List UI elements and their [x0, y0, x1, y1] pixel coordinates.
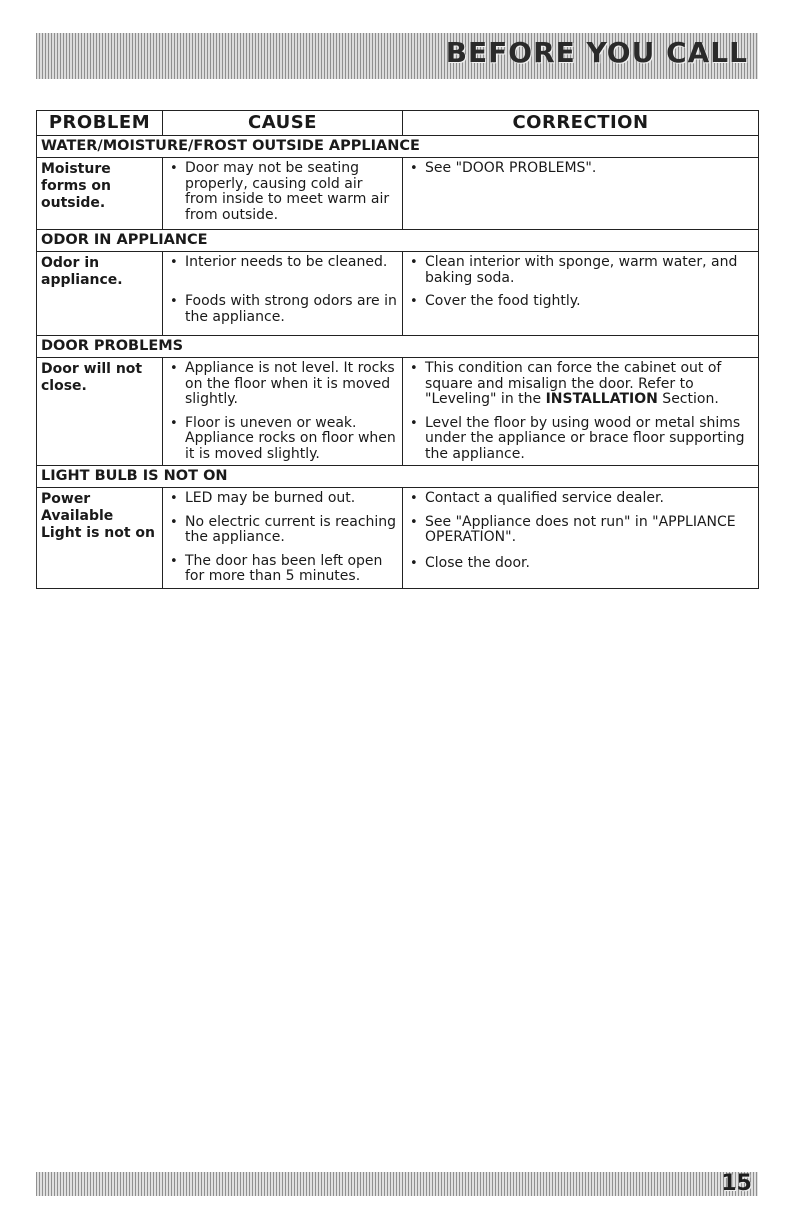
section-heading-row — [37, 336, 759, 358]
section-heading: LIGHT BULB IS NOT ON — [37, 466, 759, 488]
correction-cell — [403, 158, 759, 230]
cause-item: • Interior needs to be cleaned. — [169, 255, 398, 286]
page-number: 15 — [721, 1171, 752, 1196]
correction-item: • Clean interior with sponge, warm water, and baking soda. — [409, 255, 754, 286]
correction-item: • See "DOOR PROBLEMS". — [409, 161, 754, 177]
section-heading-row — [37, 136, 759, 158]
correction-text: This condition can force the cabinet out of square and misalign the door. Refer to "Leveling" in the — [425, 360, 722, 407]
cause-item: • Door may not be seating properly, causing cold air from inside to meet warm air from outside. — [169, 161, 398, 223]
section-heading-row — [37, 466, 759, 488]
problem-cell: Odor in appliance. — [37, 252, 163, 336]
correction-item — [409, 361, 754, 408]
correction-cell — [403, 488, 759, 589]
cause-item: • No electric current is reaching the appliance. — [169, 515, 398, 546]
troubleshooting-table — [36, 110, 759, 589]
correction-item: • Contact a qualified service dealer. — [409, 491, 754, 507]
section-heading: ODOR IN APPLIANCE — [37, 230, 759, 252]
correction-tail: Section. — [657, 391, 719, 407]
correction-item: • Level the floor by using wood or metal shims under the appliance or brace floor supporting the appliance. — [409, 416, 754, 463]
header-cause: CAUSE — [163, 111, 403, 136]
problem-cell: Door will not close. — [37, 358, 163, 466]
header-problem: PROBLEM — [37, 111, 163, 136]
cause-item: • Floor is uneven or weak. Appliance rocks on floor when it is moved slightly. — [169, 416, 398, 463]
section-heading-row — [37, 230, 759, 252]
cause-cell — [163, 358, 403, 466]
table-header-row — [37, 111, 759, 136]
table-row — [37, 158, 759, 230]
table-row — [37, 488, 759, 589]
installation-emphasis: INSTALLATION — [545, 391, 658, 407]
cause-item: • Foods with strong odors are in the appliance. — [169, 294, 398, 325]
cause-item: • LED may be burned out. — [169, 491, 398, 507]
page-title: BEFORE YOU CALL — [445, 36, 748, 69]
table-row — [37, 358, 759, 466]
cause-item: • Appliance is not level. It rocks on the floor when it is moved slightly. — [169, 361, 398, 408]
cause-cell — [163, 158, 403, 230]
header-correction: CORRECTION — [403, 111, 759, 136]
problem-cell: Moisture forms on outside. — [37, 158, 163, 230]
footer-bar — [36, 1172, 758, 1196]
section-heading: WATER/MOISTURE/FROST OUTSIDE APPLIANCE — [37, 136, 759, 158]
section-heading: DOOR PROBLEMS — [37, 336, 759, 358]
cause-cell — [163, 488, 403, 589]
header-banner — [36, 33, 758, 79]
correction-item: • Cover the food tightly. — [409, 294, 754, 310]
table-row — [37, 252, 759, 336]
cause-item: • The door has been left open for more than 5 minutes. — [169, 554, 398, 585]
correction-cell — [403, 252, 759, 336]
correction-item: • See "Appliance does not run" in "APPLIANCE OPERATION". — [409, 515, 754, 546]
correction-item: • Close the door. — [409, 556, 754, 572]
cause-cell — [163, 252, 403, 336]
correction-cell — [403, 358, 759, 466]
problem-cell: Power Available Light is not on — [37, 488, 163, 589]
